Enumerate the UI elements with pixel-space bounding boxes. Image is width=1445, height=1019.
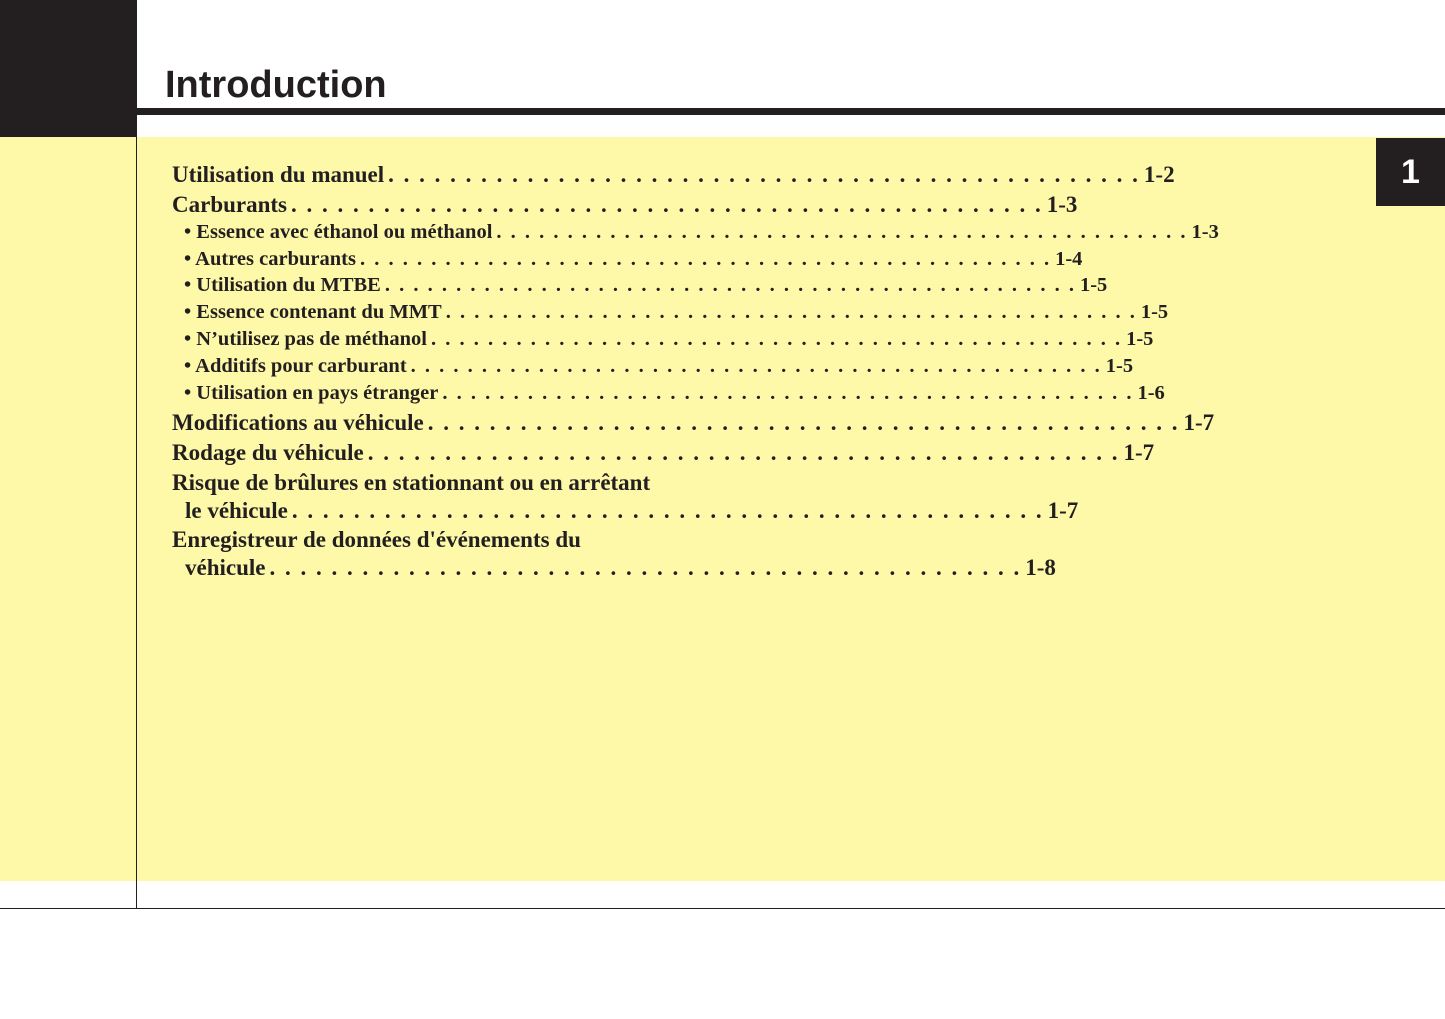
toc-subentry-essence-ethanol[interactable] [172,219,1219,246]
toc-leader-dots: . . . . . . . . . . . . . . . . . . . . . . . . . . . . . . . . . . . . . . . . . . . . . . . . . [291,498,1044,523]
toc-entry-label: Carburants [172,192,288,217]
toc-entry-page: 1-2 [1143,162,1175,187]
toc-leader-dots: . . . . . . . . . . . . . . . . . . . . . . . . . . . . . . . . . . . . . . . . . . . . . . . . . [269,555,1022,580]
toc-subentry-methanol[interactable] [172,326,1154,353]
chapter-tab[interactable]: 1 [1376,138,1445,206]
toc-entry-risque-brulures[interactable] [172,469,1079,526]
toc-entry-label: • Essence contenant du MMT [184,301,442,323]
toc-entry-page: 1-3 [1191,221,1219,243]
toc-leader-dots: . . . . . . . . . . . . . . . . . . . . . . . . . . . . . . . . . . . . . . . . . . . . . . . . . [496,221,1188,243]
toc-entry-label: Risque de brûlures en stationnant ou en arrêtant [172,470,651,495]
toc-entry-label: • Utilisation du MTBE [184,274,381,296]
toc-entry-label: Modifications au véhicule [172,410,424,435]
toc-entry-enregistreur[interactable] [172,526,1056,583]
toc-entry-label-continued: le véhicule [185,498,288,523]
toc-leader-dots: . . . . . . . . . . . . . . . . . . . . . . . . . . . . . . . . . . . . . . . . . . . . . . . . . [445,301,1137,323]
toc-entry-page: 1-7 [1047,498,1079,523]
page-title: Introduction [165,64,387,106]
toc-entry-label: • Utilisation en pays étranger [184,382,439,404]
toc-subentry-pays-etranger[interactable] [172,380,1165,407]
toc-entry-label: • N’utilisez pas de méthanol [184,328,427,350]
left-margin-divider [136,137,137,909]
toc-leader-dots: . . . . . . . . . . . . . . . . . . . . . . . . . . . . . . . . . . . . . . . . . . . . . . . . . [291,192,1043,217]
toc-entry-page: 1-5 [1140,301,1169,323]
toc-leader-dots: . . . . . . . . . . . . . . . . . . . . . . . . . . . . . . . . . . . . . . . . . . . . . . . . . [442,382,1134,404]
toc-entry-page: 1-5 [1126,328,1154,350]
toc-subentry-mmt[interactable] [172,299,1169,326]
toc-leader-dots: . . . . . . . . . . . . . . . . . . . . . . . . . . . . . . . . . . . . . . . . . . . . . . . . . [367,440,1120,465]
toc-entry-rodage[interactable] [172,438,1155,468]
toc-entry-label: • Autres carburants [184,248,356,270]
toc-entry-page: 1-8 [1025,555,1056,580]
toc-entry-page: 1-3 [1046,192,1078,217]
toc-entry-label: • Additifs pour carburant [184,355,407,377]
toc-leader-dots: . . . . . . . . . . . . . . . . . . . . . . . . . . . . . . . . . . . . . . . . . . . . . . . . . [388,162,1140,187]
toc-leader-dots: . . . . . . . . . . . . . . . . . . . . . . . . . . . . . . . . . . . . . . . . . . . . . . . . . [384,274,1076,296]
toc-entry-page: 1-7 [1183,410,1215,435]
toc-entry-modifications[interactable] [172,408,1215,438]
toc-subentry-mtbe[interactable] [172,272,1108,299]
toc-entry-label: Enregistreur de données d'événements du [172,527,581,552]
toc-entry-page: 1-4 [1055,248,1083,270]
bottom-rule [0,908,1445,909]
corner-block [0,0,137,137]
toc-entry-label: Rodage du véhicule [172,440,364,465]
toc-leader-dots: . . . . . . . . . . . . . . . . . . . . . . . . . . . . . . . . . . . . . . . . . . . . . . . . . [410,355,1102,377]
toc-leader-dots: . . . . . . . . . . . . . . . . . . . . . . . . . . . . . . . . . . . . . . . . . . . . . . . . . [427,410,1180,435]
toc-entry-page: 1-5 [1105,355,1134,377]
toc-leader-dots: . . . . . . . . . . . . . . . . . . . . . . . . . . . . . . . . . . . . . . . . . . . . . . . . . [359,248,1052,270]
toc-entry-label-continued: véhicule [185,555,266,580]
toc-entry-page: 1-6 [1137,382,1165,404]
toc-subentry-autres-carburants[interactable] [172,246,1083,273]
toc-entry-label: Utilisation du manuel [172,162,385,187]
toc-leader-dots: . . . . . . . . . . . . . . . . . . . . . . . . . . . . . . . . . . . . . . . . . . . . . . . . . [430,328,1123,350]
title-rule [137,108,1445,115]
toc-entry-page: 1-7 [1123,440,1155,465]
toc-entry-label: • Essence avec éthanol ou méthanol [184,221,493,243]
toc-entry-utilisation-du-manuel[interactable] [172,160,1175,190]
toc-entry-page: 1-5 [1079,274,1108,296]
toc-subentry-additifs[interactable] [172,353,1134,380]
toc-entry-carburants[interactable] [172,190,1078,220]
